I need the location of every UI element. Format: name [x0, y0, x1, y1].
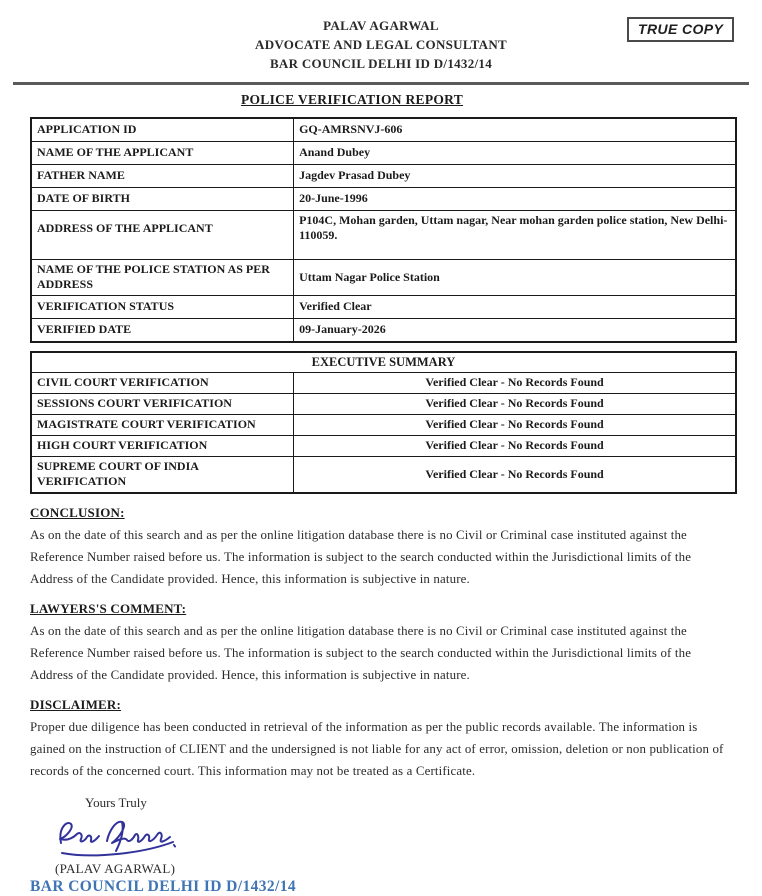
lawyers-comment-section [30, 601, 736, 686]
summary-label: SUPREME COURT OF INDIA VERIFICATION [31, 457, 294, 494]
summary-value: Verified Clear - No Records Found [294, 373, 736, 394]
summary-label: CIVIL COURT VERIFICATION [31, 373, 294, 394]
detail-value: Jagdev Prasad Dubey [294, 165, 736, 188]
disclaimer-text: Proper due diligence has been conducted in retrieval of the information as per the public records available. The information is gained on the instruction of CLIENT and the undersigned is not liable for any act of error, omission, deletion or non publication of records of the concerned court. This information may not be treated as a Certificate. [30, 720, 724, 778]
detail-label: ADDRESS OF THE APPLICANT [31, 211, 294, 260]
detail-label: VERIFIED DATE [31, 319, 294, 343]
lawyers-comment-text: As on the date of this search and as per the online litigation database there is no Civil or Criminal case instituted against the Reference Number raised before us. The information is subject to the search conducted within the Jurisdictional limits of the Address of the Candidate provided. Hence, this information is subjective in nature. [30, 624, 692, 682]
table-row [31, 394, 736, 415]
bar-council-id-header: BAR COUNCIL DELHI ID D/1432/14 [269, 56, 493, 71]
table-row [31, 211, 736, 260]
detail-label: DATE OF BIRTH [31, 188, 294, 211]
table-row [31, 118, 736, 142]
table-header-row [31, 352, 736, 373]
applicant-details-table [30, 117, 737, 343]
bar-council-id-footer: BAR COUNCIL DELHI ID D/1432/14 [30, 878, 297, 895]
executive-summary-table [30, 351, 737, 494]
header-divider [13, 82, 749, 85]
detail-value: Verified Clear [294, 296, 736, 319]
advocate-designation: ADVOCATE AND LEGAL CONSULTANT [255, 37, 507, 52]
detail-value: 09-January-2026 [294, 319, 736, 343]
handwritten-signature-icon [52, 815, 182, 861]
true-copy-stamp: TRUE COPY [627, 17, 734, 42]
table-row [31, 142, 736, 165]
table-row [31, 260, 736, 296]
summary-value: Verified Clear - No Records Found [294, 436, 736, 457]
summary-label: MAGISTRATE COURT VERIFICATION [31, 415, 294, 436]
table-row [31, 436, 736, 457]
disclaimer-heading: DISCLAIMER: [30, 697, 122, 712]
table-row [31, 319, 736, 343]
detail-label: APPLICATION ID [31, 118, 294, 142]
summary-label: HIGH COURT VERIFICATION [31, 436, 294, 457]
summary-value: Verified Clear - No Records Found [294, 415, 736, 436]
page-title: POLICE VERIFICATION REPORT [240, 92, 464, 107]
conclusion-section [30, 505, 736, 590]
table-row [31, 165, 736, 188]
detail-value: GQ-AMRSNVJ-606 [294, 118, 736, 142]
lawyers-comment-heading: LAWYERS'S COMMENT: [30, 601, 187, 616]
table-row [31, 296, 736, 319]
closing-salutation: Yours Truly [85, 795, 147, 810]
detail-label: NAME OF THE POLICE STATION AS PER ADDRESS [31, 260, 294, 296]
executive-summary-title: EXECUTIVE SUMMARY [31, 352, 736, 373]
summary-value: Verified Clear - No Records Found [294, 457, 736, 494]
signatory-name: (PALAV AGARWAL) [55, 861, 176, 876]
table-row [31, 373, 736, 394]
detail-label: NAME OF THE APPLICANT [31, 142, 294, 165]
table-row [31, 415, 736, 436]
detail-value: P104C, Mohan garden, Uttam nagar, Near mohan garden police station, New Delhi-110059. [294, 211, 736, 260]
conclusion-text: As on the date of this search and as per the online litigation database there is no Civil or Criminal case instituted against the Reference Number raised before us. The information is subject to the search conducted within the Jurisdictional limits of the Address of the Candidate provided. Hence, this information is subjective in nature. [30, 528, 692, 586]
detail-value: Anand Dubey [294, 142, 736, 165]
summary-value: Verified Clear - No Records Found [294, 394, 736, 415]
disclaimer-section [30, 697, 736, 782]
table-row [31, 188, 736, 211]
conclusion-heading: CONCLUSION: [30, 505, 125, 520]
detail-value: Uttam Nagar Police Station [294, 260, 736, 296]
detail-value: 20-June-1996 [294, 188, 736, 211]
summary-label: SESSIONS COURT VERIFICATION [31, 394, 294, 415]
detail-label: VERIFICATION STATUS [31, 296, 294, 319]
table-row [31, 457, 736, 494]
advocate-name: PALAV AGARWAL [323, 18, 439, 33]
detail-label: FATHER NAME [31, 165, 294, 188]
